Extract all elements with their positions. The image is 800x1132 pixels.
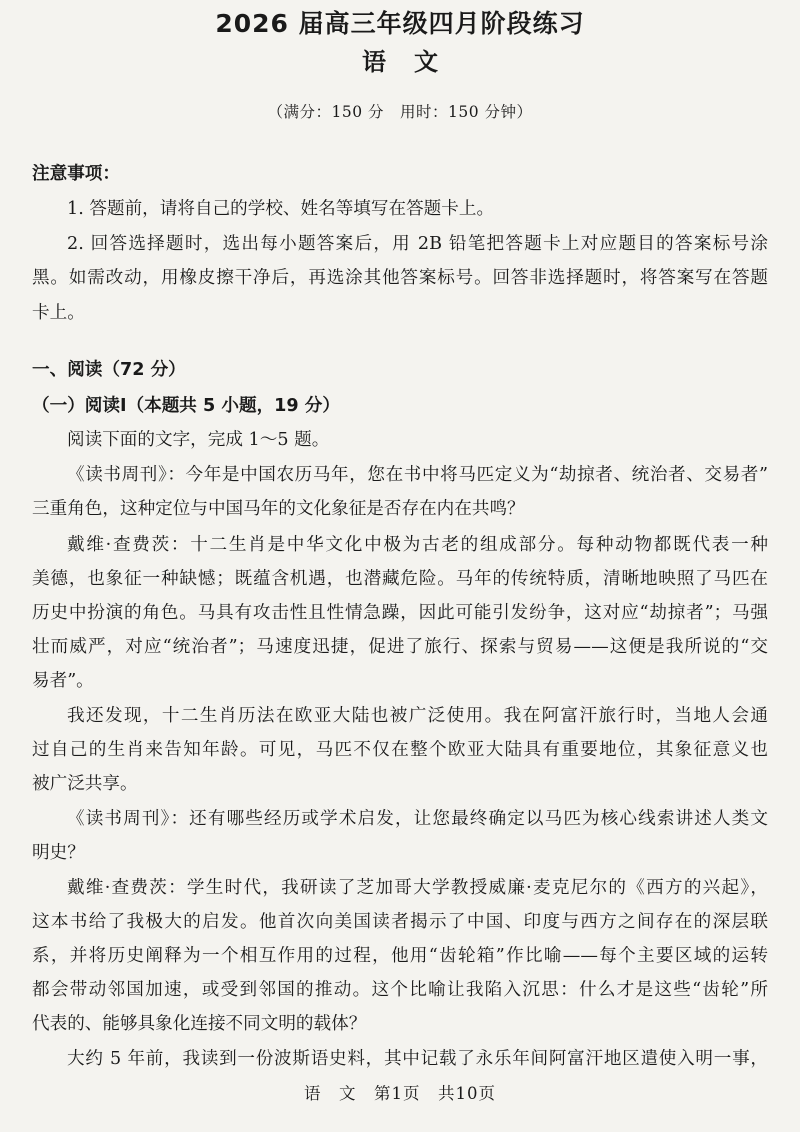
notice-item-2-line-1: 2. 回答选择题时，选出每小题答案后，用 2B 铅笔把答题卡上对应题目的答案标号涂 xyxy=(67,234,768,254)
passage-line: 代表的、能够具象化连接不同文明的载体？ xyxy=(32,1014,367,1034)
passage-line: 《读书周刊》：还有哪些经历或学术启发，让您最终确定以马匹为核心线索讲述人类文 xyxy=(67,809,768,829)
reading-instruction: 阅读下面的文字，完成 1～5 题。 xyxy=(67,430,330,450)
passage-line: 历史中扮演的角色。马具有攻击性且性情急躁，因此可能引发纷争，这对应“劫掠者”；马强 xyxy=(32,603,768,623)
page-footer: 语 文 第1页 共10页 xyxy=(304,1084,496,1103)
passage-line: 被广泛共享。 xyxy=(32,774,138,794)
passage-line: 过自己的生肖来告知年龄。可见，马匹不仅在整个欧亚大陆具有重要地位，其象征意义也 xyxy=(32,740,768,760)
passage-line: 易者”。 xyxy=(32,671,94,691)
passage-line: 系，并将历史阐释为一个相互作用的过程，他用“齿轮箱”作比喻——每个主要区域的运转 xyxy=(32,946,768,966)
section-heading: 一、阅读（72 分） xyxy=(32,360,186,380)
exam-meta: （满分：150 分 用时：150 分钟） xyxy=(267,103,533,121)
passage-line: 这本书给了我极大的启发。他首次向美国读者揭示了中国、印度与西方之间存在的深层联 xyxy=(32,912,768,932)
passage-line: 都会带动邻国加速，或受到邻国的推动。这个比喻让我陷入沉思：什么才是这些“齿轮”所 xyxy=(32,980,768,1000)
sub-section-heading: （一）阅读Ⅰ（本题共 5 小题，19 分） xyxy=(32,396,340,416)
passage-line: 大约 5 年前，我读到一份波斯语史料，其中记载了永乐年间阿富汗地区遣使入明一事， xyxy=(67,1049,768,1069)
notice-item-2-line-3: 卡上。 xyxy=(32,303,85,323)
passage-line: 明史？ xyxy=(32,843,85,863)
notice-item-1: 1. 答题前，请将自己的学校、姓名等填写在答题卡上。 xyxy=(67,199,495,219)
passage-line: 美德，也象征一种缺憾；既蕴含机遇，也潜藏危险。马年的传统特质，清晰地映照了马匹在 xyxy=(32,569,768,589)
passage-line: 戴维·查费茨：学生时代，我研读了芝加哥大学教授威廉·麦克尼尔的《西方的兴起》， xyxy=(67,878,768,898)
notice-item-2-line-2: 黑。如需改动，用橡皮擦干净后，再选涂其他答案标号。回答非选择题时，将答案写在答题 xyxy=(32,268,768,288)
passage-line: 我还发现，十二生肖历法在欧亚大陆也被广泛使用。我在阿富汗旅行时，当地人会通 xyxy=(67,706,768,726)
passage-line: 三重角色，这种定位与中国马年的文化象征是否存在内在共鸣？ xyxy=(32,499,525,519)
notice-heading: 注意事项： xyxy=(32,164,120,184)
passage-line: 戴维·查费茨：十二生肖是中华文化中极为古老的组成部分。每种动物都既代表一种 xyxy=(67,535,768,555)
subject-title: 语文 xyxy=(362,48,466,76)
passage-line: 《读书周刊》：今年是中国农历马年，您在书中将马匹定义为“劫掠者、统治者、交易者” xyxy=(67,465,768,485)
exam-title: 2026 届高三年级四月阶段练习 xyxy=(215,9,585,38)
passage-line: 壮而威严，对应“统治者”；马速度迅捷，促进了旅行、探索与贸易——这便是我所说的“交 xyxy=(32,637,768,657)
